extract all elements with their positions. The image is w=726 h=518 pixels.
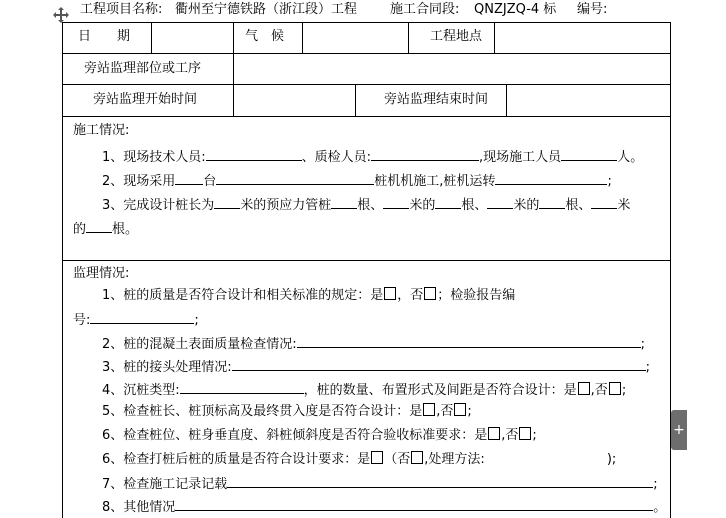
- number-label: 编号:: [577, 2, 608, 17]
- start-time-label: 旁站监理开始时间: [93, 92, 198, 107]
- supervision-line-2: 2、桩的混凝土表面质量检查情况: ;: [102, 334, 645, 353]
- supervision-line-7: 6、检查打桩后桩的质量是否符合设计要求：是 （否 ,处理方法: );: [102, 452, 617, 467]
- construction-line-2: 2、现场采用 台 桩机机施工,桩机运转 ;: [102, 171, 612, 190]
- yes-checkbox[interactable]: [423, 403, 435, 416]
- yes-checkbox[interactable]: [578, 382, 590, 395]
- location-label: 工程地点: [430, 29, 483, 44]
- date-label: 日 期: [78, 29, 131, 44]
- no-checkbox[interactable]: [411, 451, 423, 464]
- supervision-line-4: 4、沉桩类型: ，桩的数量、布置形式及间距是否符合设计：是 ,否 ;: [102, 380, 626, 399]
- yes-checkbox[interactable]: [384, 287, 396, 300]
- plus-icon[interactable]: +: [671, 410, 687, 450]
- construction-line-4: 的 根。: [73, 219, 138, 238]
- no-checkbox[interactable]: [424, 287, 436, 300]
- supervision-line-1b: 号: ;: [73, 310, 199, 329]
- supervision-line-9: 8、其他情况 。: [102, 497, 666, 516]
- end-time-label: 旁站监理结束时间: [384, 92, 489, 107]
- project-label: 工程项目名称:: [80, 2, 163, 17]
- no-checkbox[interactable]: [519, 427, 531, 440]
- construction-title: 施工情况:: [73, 123, 130, 138]
- supervision-line-8: 7、检查施工记录记载 ;: [102, 474, 658, 493]
- construction-line-3: 3、完成设计桩长为 米的预应力管桩 根、 米的 根、 米的 根、 米: [102, 195, 630, 214]
- supervision-line-3: 3、桩的接头处理情况: ;: [102, 357, 650, 376]
- yes-checkbox[interactable]: [371, 451, 383, 464]
- project-name: 衢州至宁德铁路（浙江段）工程: [175, 2, 358, 17]
- supervision-title: 监理情况:: [73, 266, 130, 281]
- weather-label: 气 候: [245, 29, 285, 44]
- position-label: 旁站监理部位或工序: [84, 61, 202, 76]
- construction-line-1: 1、现场技术人员: 、质检人员: ,现场施工人员 人。: [102, 147, 643, 166]
- contract-label: 施工合同段:: [390, 2, 460, 17]
- contract-value: QNZJZQ-4 标: [474, 2, 557, 17]
- yes-checkbox[interactable]: [488, 427, 500, 440]
- supervision-line-5: 5、检查桩长、桩顶标高及最终贯入度是否符合设计：是 ,否 ;: [102, 404, 472, 419]
- supervision-line-6: 6、检查桩位、桩身垂直度、斜桩倾斜度是否符合验收标准要求：是 ,否 ;: [102, 428, 537, 443]
- no-checkbox[interactable]: [609, 382, 621, 395]
- no-checkbox[interactable]: [454, 403, 466, 416]
- supervision-line-1: 1、桩的质量是否符合设计和相关标准的规定：是 ，否 ；检验报告编: [102, 288, 516, 303]
